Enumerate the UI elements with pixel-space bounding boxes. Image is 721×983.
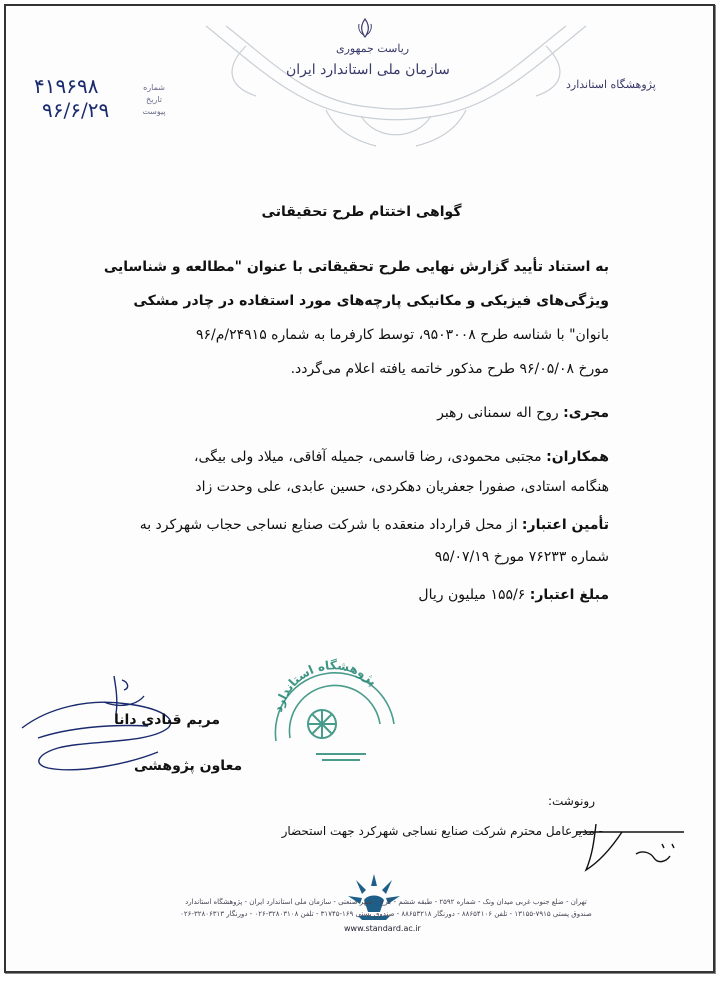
funding-label: تأمین اعتبار:: [521, 517, 609, 533]
collaborators-line-2: هنگامه استادی، صفورا جعفریان دهکردی، حسین عابدی، علی وحدت زاد: [195, 479, 609, 495]
cc-label: رونوشت:: [547, 794, 595, 808]
executor-value: روح اله سمنانی رهبر: [437, 405, 559, 421]
institute-name: پژوهشگاه استاندارد: [566, 78, 656, 91]
cc-initials: [566, 814, 686, 878]
stamp-text: پژوهشگاه استاندارد: [270, 658, 381, 714]
signatory-name: مریم قبادی دانا: [114, 712, 221, 728]
funding-line-2: شماره ۷۶۲۳۳ مورخ ۹۵/۰۷/۱۹: [434, 549, 609, 565]
body-line-3: بانوان" با شناسه طرح ۹۵۰۳۰۰۸، توسط کارفرما به شماره ۲۴۹۱۵/م/۹۶: [195, 327, 609, 343]
ref-label-attachment: پیوست: [142, 107, 166, 116]
reference-date: ۹۶/۶/۲۹: [42, 98, 110, 122]
body-line-4: مورخ ۹۶/۰۵/۰۸ طرح مذکور خاتمه یافته اعلام می‌گردد.: [290, 361, 609, 377]
executor-label: مجری:: [563, 405, 609, 421]
amount-value: ۱۵۵/۶ میلیون ریال: [418, 587, 526, 603]
ref-label-date: تاریخ: [146, 95, 162, 104]
reference-number: ۴۱۹۶۹۸: [34, 74, 99, 98]
body-line-2: ویژگی‌های فیزیکی و مکانیکی پارچه‌های مورد استفاده در چادر مشکی: [133, 293, 609, 309]
executor-row: [109, 400, 609, 426]
funding-line-1: از محل قرارداد منعقده با شرکت صنایع نساجی حجاب شهرکرد به: [139, 517, 518, 533]
presidency-label: ریاست جمهوری: [336, 42, 410, 55]
signatory-role: معاون پژوهشی: [134, 758, 243, 774]
collaborators-row: [109, 444, 609, 470]
collaborators-label: همکاران:: [546, 449, 609, 465]
iran-emblem-icon: [356, 18, 374, 38]
funding-row: [109, 512, 609, 538]
reference-labels: [140, 82, 168, 118]
certificate-body: [103, 254, 609, 608]
footer-contacts: صندوق پستی ۷۹۱۵-۱۳۱۵۵ - تلفن ۸۸۶۵۴۱۰۶ - دورنگار ۸۸۶۵۳۲۱۸ - صندوق پستی ۱۶۹-۳۱۷۴۵ - تلفن ۳۲۸۰۳۱۰۸-۰۲۶ - دورنگار ۳۲۸۰۶۳۱۳-۰۲۶: [180, 910, 592, 918]
header-ornament: [186, 6, 606, 166]
institute-stamp: [256, 646, 406, 786]
document-title: گواهی اختتام طرح تحقیقاتی: [261, 204, 462, 220]
organization-name: سازمان ملی استاندارد ایران: [286, 62, 450, 78]
cc-recipient: - مدیرعامل محترم شرکت صنایع نساجی شهرکرد جهت استحضار: [281, 824, 603, 838]
body-line-1: به استناد تأیید گزارش نهایی طرح تحقیقاتی با عنوان "مطالعه و شناسایی: [103, 259, 609, 275]
certificate-page: [4, 4, 715, 973]
ref-label-number: شماره: [143, 83, 165, 92]
amount-label: مبلغ اعتبار:: [529, 587, 609, 603]
footer-website: www.standard.ac.ir: [344, 924, 421, 933]
collaborators-line-1: مجتبی محمودی، رضا قاسمی، جمیله آفاقی، میلاد ولی بیگی،: [194, 449, 542, 465]
amount-row: [109, 582, 609, 608]
footer-address: تهران - ضلع جنوب غربی میدان ونک - شماره ۲۵۹۲ - طبقه ششم - کرج - شهر صنعتی - سازمان ملی استاندارد ایران - پژوهشگاه استاندارد: [185, 898, 587, 906]
